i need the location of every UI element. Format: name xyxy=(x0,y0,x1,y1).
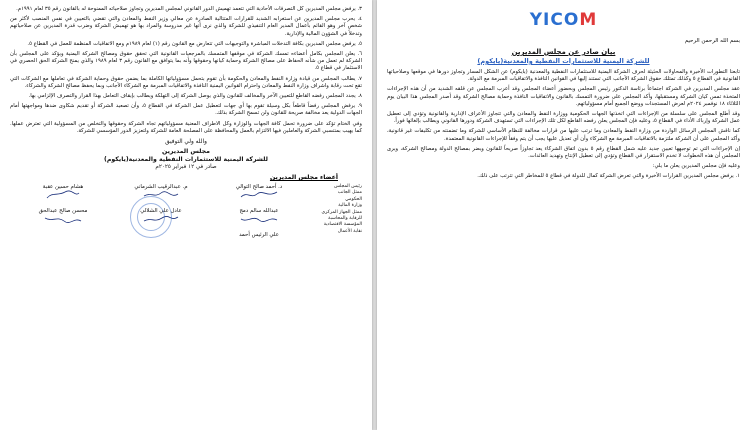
document-page-1 xyxy=(377,0,750,430)
statement-paragraph: كما ناقش المجلس الرسائل الواردة من وزارة النفط والمعادن وما ترتب عليها من قرارات مخالفة للنظام الأساسي للشركة وما تضمنته من تكليفات غير قانونية، وأكد المجلس على أن الشركة ملتزمة بالاتفاقيات المبرمة مع الشركاء وأن أي تعديل عليها يجب أن يتم وفقاً للإجراءات القانونية المعتمدة. xyxy=(387,128,740,142)
signatory-company: للشركة اليمنية للاستثمارات النفطية والمعدنية(يايكوم) xyxy=(104,156,268,164)
logo-text: YICO xyxy=(529,10,580,30)
member-name: م. عبدالرقيب الشرماني xyxy=(134,184,188,191)
member-entry xyxy=(16,184,110,202)
member-name: محسن صالح عبدالحق xyxy=(38,208,88,215)
official-stamp xyxy=(130,196,172,238)
statement-paragraph: ٦. يعلن المجلس بكامل أعضاءه تمسك الشركة في موقفها المتمسك بالمرجعيات القانونية التي تحقق حقوق ومصالح الشركة اليمنية ويؤكد على المجلس بأن الشركة لم تعمل من شأنه الحفاظ على مصالح الشركة وحماية كيانها وحقوقها وأنه بما يتوافق مع القانون رقم ٣ لعام ١٩٨٩ والذي يمنح الشركة الحق الحصري في الاستثمار في قطاع ٥. xyxy=(10,51,363,72)
statement-paragraph: ٤. يحرب مجلس المديرين عن استغرابه الشديد للقرارات المتتالية الصادرة عن معالي وزير النفط والمعادن والتي تقضي بالتعيين في نفس المنصب لأكثر من شخص آخر وهو القائم بأعمال المدير العام التنفيذي للشركة والذي نرى أنها غير مدروسة والمراد بها هو تهميش الشركة وضرب قدرة المديرين عن صلاحياتهم وتدخلاً في الشؤون المالية والإدارية. xyxy=(10,16,362,37)
resolution-item: ١. يرفض مجلس المديرين القرارات الأخيرة والتي تعرض الشركة كمال للدولة في قطاع ٥ للمخاطر التي تترتب على ذلك. xyxy=(477,173,740,180)
signature-block xyxy=(10,174,362,264)
member-role: ممثل الجهاز المركزي xyxy=(321,209,362,215)
statement-title: بيان صادر عن مجلس المديرين xyxy=(511,48,616,56)
statement-paragraph: إن الإجراءات التي تم توجيهها تعيين جديد عليه شمل القطاع رقم ٥ بدون اتفاق الشركاء يعد تجاوزاً صريحاً للقانون ويضر بمصالح الدولة ومصالح الشركة، ويرى المجلس أن هذه الخطوات لا تخدم الاستقرار في القطاع وتؤدي إلى تعطيل الإنتاج وتهديد العائدات. xyxy=(387,145,740,160)
document-page-2 xyxy=(0,0,372,430)
handwritten-signature xyxy=(43,190,83,200)
handwritten-signature xyxy=(239,190,279,200)
member-entry xyxy=(212,184,306,202)
statement-paragraph: عقد مجلس المديرين في الشركة اجتماعاً برئاسة الدكتور رئيس المجلس وبحضور أعضاء المجلس وقد أعرب المجلس عن قلقه الشديد من أن هذه الإجراءات المتخذة تمس كيان الشركة ومستقبلها، وأكد المجلس على ضرورة التمسك بالقانون والاتفاقيات النافذة وحماية مصالح الشركة وقد أصدر المجلس هذا البيان يوم الثلاثاء ١٨ نوفمبر ٢٠٢٤م لعرض المستجدات ووضع الجميع أمام مسؤولياتهم. xyxy=(387,86,740,107)
closing-paragraph: وفي الختام تؤكد على ضرورة تحمل كافة الجهات والوزارة وكل الاطراف المعنية مسؤولياتهم تجاه الشركة وحقوقها والتخلص من المسؤولية التي تعترض عملها. كما يهيب بمنتسبي الشركة والعاملين فيها الالتزام بالعمل والمحافظة على المصلحة العامة للشركة ولتعزيز الدور المؤسسي للشركة. xyxy=(10,120,362,134)
member-name: علي الرئيس أحمد xyxy=(239,232,279,239)
signatory-council: مجلس المديرين xyxy=(162,148,210,156)
member-role: للرقابة والمحاسبة xyxy=(328,216,362,222)
handwritten-signature xyxy=(43,214,83,224)
statement-paragraph: ٣. يرفض مجلس المديرين كل التصرفات الأحادية التي تتعمد تهميش الدور القانوني لمجلس المديرين وتجاوز صلاحياته الممنوحة له بالقانون رقم ٣٥ لعام ١٩٩١م. xyxy=(16,6,362,12)
resolution-intro: وعليه فإن مجلس المديرين يعلن ما يلي: xyxy=(652,163,740,170)
member-entry xyxy=(212,208,306,226)
stamp-inner-ring xyxy=(137,203,165,231)
member-roles-list xyxy=(320,184,362,235)
member-name: عادل علي الشلالي xyxy=(140,208,182,215)
company-logo xyxy=(387,10,740,32)
member-role: ممثل الجانب الحكومي xyxy=(337,190,362,202)
members-title: أعضاء مجلس المديرين xyxy=(269,174,338,182)
member-name: هشام حسين عقبة xyxy=(42,184,84,191)
member-name: عبدالله سالم دمج xyxy=(239,208,279,215)
statement-subtitle: للشركة اليمنية للاستثمارات النفطية والمعدنية(يايكوم) xyxy=(477,57,650,65)
member-role: وزارة المالية xyxy=(338,203,362,209)
closing-phrase: والله ولي التوفيق xyxy=(165,139,207,146)
member-role: المؤسسة الاقتصادية xyxy=(323,222,362,228)
member-role: رئيس المجلس xyxy=(334,184,362,190)
bismillah-line: بسم الله الرحمن الرحيم xyxy=(684,38,740,44)
member-role: نقابة الأعمال xyxy=(337,228,362,234)
statement-paragraph: وقد أطلع المجلس على سلسلة من الإجراءات التي اتخذتها الجهات الحكومية ووزارة النفط والمعادن والتي تتجاوز الأعراف الإدارية والقانونية وتؤدي إلى تعطيل عمل الشركة وإرباك الأداء في القطاع ٥، وعليه فإن المجلس يعلن رفضه القاطع لكل تلك الإجراءات التي تستهدف الشركة ودورها القانوني ويطالب بإلغائها فوراً. xyxy=(387,111,740,125)
member-name: د. أحمد صالح التوالي xyxy=(235,184,283,191)
logo-accent-letter: M xyxy=(579,10,598,30)
issue-date: صادر في ١٢ فبراير ٢٠٢٥م xyxy=(155,164,217,171)
statement-paragraph: تابعنا التطورات الأخيرة والمحاولات الحثيثة لحرف الشركة اليمنية للاستثمارات النفطية والمعدنية (يايكوم) عن الشكل المسار وتجاوز دورها في موقعها وصلاحياتها القانونية في القطاع ٥ وكذلك تمتلك حقوق الشركة الأجانب التي تستند إليها في القوانين النافذة والاتفاقيات المبرمة مع الدولة. xyxy=(387,69,740,83)
handwritten-signature xyxy=(239,214,279,224)
statement-paragraph: ٩. يرفض المجلس رفضاً قاطعاً بكل وسيلة تقوم بها أي جهات لتعطيل عمل الشركة في القطاع ٥، وأن تصعيد الشركة أو تقديم شكاوى ضدها ومواجهتها أمام الجهات الدولية يعد مخالفة صريحة للقانون ولن تسمح الشركة بذلك. xyxy=(10,103,363,117)
member-entry xyxy=(16,208,110,226)
statement-paragraph: ٥. يرفض مجلس المديرين بكافة التدخلات المباشرة والتوجيهات التي تتعارض مع القانون رقم (١) لعام ١٩٨٩م ومع الاتفاقيات المنظمة للعمل في القطاع ٥. xyxy=(27,40,362,47)
statement-paragraph: ٨. يجدد المجلس رفضه القاطع للتعيين الآخر والمخالف للقانون والذي يوصل الشركة إلى التهلكة ويطالب بإيقاف التعامل بهذا القرار والتصرف الإلزامي بها. xyxy=(28,93,362,100)
statement-paragraph: ٧. يطالب المجلس من قيادة وزارة النفط والمعادن والحكومة بأن تقوم بتحمل مسؤولياتها الكاملة بما يضمن حقوق وحماية الشركة في تعاملها مع الشركات التي تقع تحت رقابة واشراف وزارة النفط والمعادن واحترام القوانين اليمنية النافذة والاتفاقيات المبرمة مع الشركاء الأجانب وبما يحفظ مصالح الشركة والشركاء. xyxy=(10,75,362,89)
member-entry xyxy=(212,232,306,250)
